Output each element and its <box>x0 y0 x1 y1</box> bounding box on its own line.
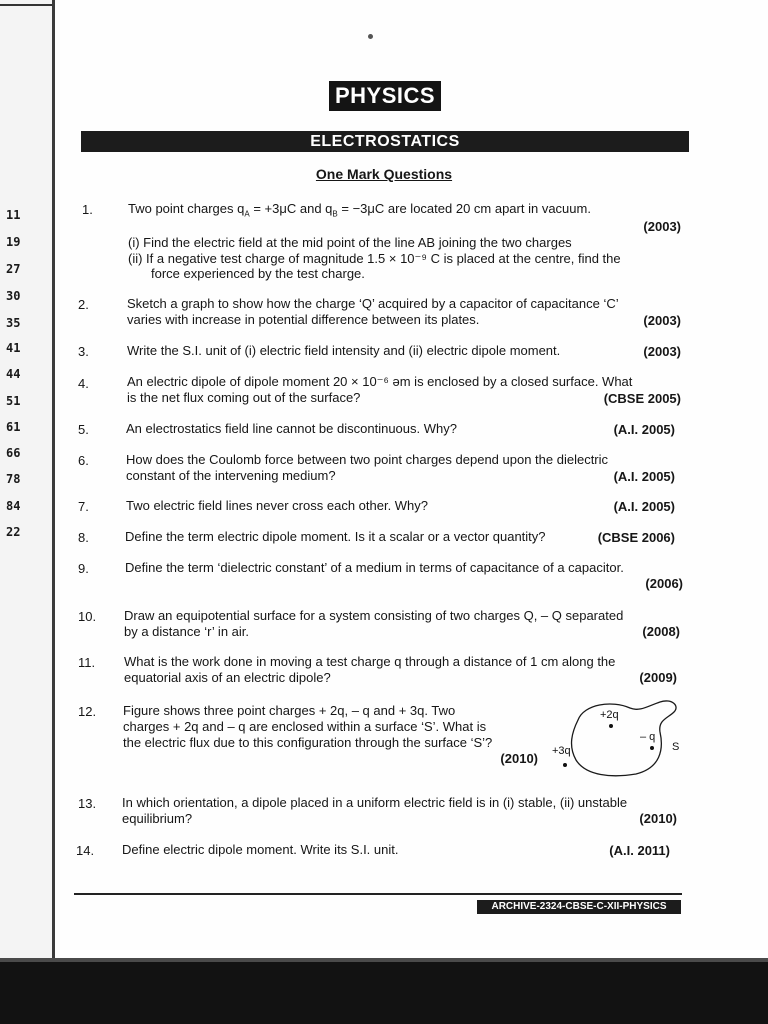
question-number: 7. <box>78 499 89 514</box>
question-text: An electric dipole of dipole moment 20 × 10⁻⁶ əm is enclosed by a closed surface. What <box>127 374 633 389</box>
side-number: 41 <box>6 341 21 355</box>
question-text: Sketch a graph to show how the charge ‘Q’ acquired by a capacitor of capacitance ‘C’ <box>127 296 619 311</box>
question-year: (CBSE 2006) <box>597 530 675 545</box>
question-text: What is the work done in moving a test charge q through a distance of 1 cm along the <box>124 654 616 669</box>
question-year: (2003) <box>643 313 681 328</box>
question-text: by a distance ‘r’ in air. <box>124 624 250 639</box>
question-year: (CBSE 2005) <box>603 391 681 406</box>
chapter-banner: ELECTROSTATICS <box>81 131 689 152</box>
question-text: equilibrium? <box>122 811 193 826</box>
side-number: 35 <box>6 316 21 330</box>
question-text: the electric flux due to this configuration through the surface ‘S’? <box>123 735 493 750</box>
question-number: 5. <box>78 422 89 437</box>
footer-rule <box>74 893 682 895</box>
side-number: 11 <box>6 208 21 222</box>
question-text: varies with increase in potential difference between its plates. <box>127 312 480 327</box>
question-number: 13. <box>78 796 97 811</box>
question-number: 14. <box>76 843 95 858</box>
question-year: (2006) <box>645 576 683 591</box>
question-number: 8. <box>78 530 89 545</box>
question-number: 1. <box>82 202 93 217</box>
subpart-ii: (ii) If a negative test charge of magnitude 1.5 × 10⁻⁹ C is placed at the centre, find the <box>128 251 621 266</box>
archive-tag: ARCHIVE-2324-CBSE-C-XII-PHYSICS <box>477 900 681 914</box>
question-year: (A.I. 2011) <box>609 843 670 858</box>
question-number: 2. <box>78 297 89 312</box>
question-year: (2003) <box>643 219 681 234</box>
question-text: Two point charges $q_A = +3\mu C$ and $q_B = -3\mu C$ are located 20 cm apart in vacuum. <box>128 201 591 219</box>
charge-dot <box>609 724 613 728</box>
question-text: is the net flux coming out of the surface? <box>127 390 361 405</box>
question-year: (2010) <box>639 811 677 826</box>
question-text: An electrostatics field line cannot be discontinuous. Why? <box>126 421 457 436</box>
charge-label: +3q <box>552 745 571 757</box>
side-number: 66 <box>6 446 21 460</box>
side-number: 61 <box>6 420 21 434</box>
question-year: (A.I. 2005) <box>613 499 675 514</box>
question-number: 10. <box>78 609 97 624</box>
punch-dot <box>368 34 373 39</box>
charge-dot <box>563 763 567 767</box>
side-number: 27 <box>6 262 21 276</box>
side-number: 51 <box>6 394 21 408</box>
question-number: 4. <box>78 376 89 391</box>
section-heading: One Mark Questions <box>315 166 453 182</box>
side-number: 30 <box>6 289 21 303</box>
charge-dot <box>650 746 654 750</box>
subpart-ii-cont: force experienced by the test charge. <box>151 266 365 281</box>
charge-label: +2q <box>600 709 619 721</box>
question-year: (A.I. 2005) <box>613 422 675 437</box>
question-number: 11. <box>78 655 96 670</box>
charge-label: – q <box>640 731 656 743</box>
question-year: (2009) <box>639 670 677 685</box>
question-number: 9. <box>78 561 89 576</box>
question-text: Draw an equipotential surface for a system consisting of two charges Q, – Q separated <box>124 608 624 623</box>
question-text: charges + 2q and – q are enclosed within a surface ‘S’. What is <box>123 719 487 734</box>
gaussian-surface-figure <box>548 698 688 778</box>
question-year: (2008) <box>642 624 680 639</box>
question-year: (A.I. 2005) <box>613 469 675 484</box>
question-text: constant of the intervening medium? <box>126 468 336 483</box>
question-text: Two electric field lines never cross each other. Why? <box>126 498 429 513</box>
question-number: 3. <box>78 344 89 359</box>
side-number: 84 <box>6 499 21 513</box>
question-number: 6. <box>78 453 89 468</box>
question-number: 12. <box>78 704 97 719</box>
question-text: Define the term electric dipole moment. Is it a scalar or a vector quantity? <box>125 529 546 544</box>
question-text: How does the Coulomb force between two point charges depend upon the dielectric <box>126 452 609 467</box>
question-text: Figure shows three point charges + 2q, – q and + 3q. Two <box>123 703 456 718</box>
side-number: 78 <box>6 472 21 486</box>
side-number: 22 <box>6 525 21 539</box>
question-text: Define electric dipole moment. Write its S.I. unit. <box>122 842 399 857</box>
question-year: (2003) <box>643 344 681 359</box>
question-text: equatorial axis of an electric dipole? <box>124 670 331 685</box>
surface-label: S <box>672 741 680 753</box>
question-text: In which orientation, a dipole placed in a uniform electric field is in (i) stable, (ii) unstable <box>122 795 628 810</box>
subpart-i: (i) Find the electric field at the mid point of the line AB joining the two charges <box>128 235 572 250</box>
question-year: (2010) <box>500 751 538 766</box>
scan-bottom-shadow <box>0 958 768 1024</box>
subject-heading: PHYSICS <box>329 81 441 111</box>
side-number: 19 <box>6 235 21 249</box>
side-number: 44 <box>6 367 21 381</box>
question-text: Write the S.I. unit of (i) electric field intensity and (ii) electric dipole moment. <box>127 343 561 358</box>
question-text: Define the term ‘dielectric constant’ of a medium in terms of capacitance of a capacitor. <box>125 560 624 575</box>
closed-surface-outline <box>572 701 680 776</box>
margin-top-line <box>0 4 52 6</box>
